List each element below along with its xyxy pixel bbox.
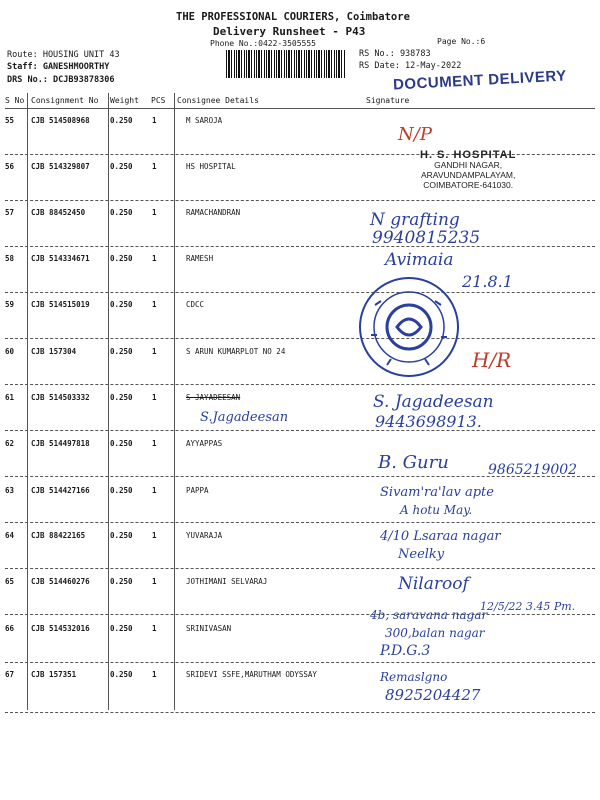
row-divider (5, 568, 595, 569)
stamp-line: GANDHI NAGAR, (434, 160, 503, 170)
weight: 0.250 (110, 486, 133, 495)
row-divider (5, 614, 595, 615)
col-separator (174, 93, 175, 710)
weight: 0.250 (110, 670, 133, 679)
weight: 0.250 (110, 393, 133, 402)
handwriting-signature: 12/5/22 3.45 Pm. (480, 600, 576, 613)
pcs: 1 (152, 254, 157, 263)
pcs: 1 (152, 486, 157, 495)
phone-number: Phone No.:0422-3505555 (210, 39, 316, 48)
col-separator (108, 93, 109, 710)
consignment-no: CJB 157351 (31, 670, 77, 679)
consignment-no: CJB 514460276 (31, 577, 90, 586)
consignment-no: CJB 514334671 (31, 254, 90, 263)
handwriting-signature: S.Jagadeesan (200, 410, 289, 425)
weight: 0.250 (110, 577, 133, 586)
sno: 67 (5, 670, 15, 679)
pcs: 1 (152, 624, 157, 633)
pcs: 1 (152, 116, 157, 125)
handwriting-signature: P.D.G.3 (380, 643, 431, 659)
pcs: 1 (152, 531, 157, 540)
barcode (226, 50, 346, 78)
handwriting-signature: 21.8.1 (462, 272, 513, 291)
consignment-no: CJB 514532016 (31, 624, 90, 633)
handwriting-signature: H/R (472, 348, 512, 372)
sno: 64 (5, 531, 15, 540)
pcs: 1 (152, 670, 157, 679)
row-divider (5, 384, 595, 385)
handwriting-signature: 300,balan nagar (385, 626, 485, 640)
consignee: PAPPA (186, 486, 209, 495)
consignee: JOTHIMANI SELVARAJ (186, 577, 268, 586)
document-delivery-stamp: DOCUMENT DELIVERY (392, 67, 568, 94)
sno: 60 (5, 347, 15, 356)
consignee: CDCC (186, 300, 205, 309)
weight: 0.250 (110, 208, 133, 217)
sno: 61 (5, 393, 15, 402)
sno: 57 (5, 208, 15, 217)
handwriting-signature: Remaslgno (380, 670, 448, 684)
weight: 0.250 (110, 162, 133, 171)
handwriting-signature: B. Guru (378, 452, 449, 473)
consignment-no: CJB 514515019 (31, 300, 90, 309)
sno: 62 (5, 439, 15, 448)
stamp-name: H. S. HOSPITAL (420, 149, 517, 161)
consignee: S JAYADEESAN (186, 393, 241, 402)
runsheet-title: Delivery Runsheet - P43 (213, 25, 366, 38)
handwriting-signature: 9940815235 (372, 228, 481, 248)
handwriting-signature: N/P (398, 124, 432, 145)
row-divider (5, 292, 595, 293)
row-divider (5, 246, 595, 247)
sno: 56 (5, 162, 15, 171)
handwriting-signature: 4b, saravana nagar (370, 608, 488, 622)
hs-hospital-stamp (420, 150, 516, 190)
stamp-line: ARAVUNDAMPALAYAM, (421, 170, 516, 180)
consignee: S ARUN KUMARPLOT NO 24 (186, 347, 286, 356)
sno: 58 (5, 254, 15, 263)
pcs: 1 (152, 162, 157, 171)
pcs: 1 (152, 439, 157, 448)
weight: 0.250 (110, 347, 133, 356)
row-divider (5, 200, 595, 201)
consignment-no: CJB 157304 (31, 347, 77, 356)
handwriting-signature: S. Jagadeesan (373, 392, 494, 412)
rs-number: RS No.: 938783 (359, 49, 431, 59)
consignee: M SAROJA (186, 116, 223, 125)
route-label: Route: HOUSING UNIT 43 (7, 50, 120, 60)
consignment-no: CJB 514329807 (31, 162, 90, 171)
row-divider (5, 338, 595, 339)
sno: 66 (5, 624, 15, 633)
weight: 0.250 (110, 531, 133, 540)
consignment-no: CJB 514503332 (31, 393, 90, 402)
row-divider (5, 662, 595, 663)
consignee: SRINIVASAN (186, 624, 232, 633)
col-consignee: Consignee Details (177, 96, 259, 105)
sno: 55 (5, 116, 15, 125)
consignee: RAMACHANDRAN (186, 208, 241, 217)
consignee: HS HOSPITAL (186, 162, 236, 171)
consignee: RAMESH (186, 254, 214, 263)
consignment-no: CJB 88422165 (31, 531, 86, 540)
handwriting-signature: A hotu May. (400, 503, 473, 517)
round-seal-stamp (357, 275, 461, 379)
weight: 0.250 (110, 439, 133, 448)
pcs: 1 (152, 393, 157, 402)
handwriting-signature: Nilaroof (398, 574, 469, 594)
consignee: AYYAPPAS (186, 439, 223, 448)
sno: 59 (5, 300, 15, 309)
consignment-no: CJB 514508968 (31, 116, 90, 125)
handwriting-signature: N grafting (370, 210, 460, 230)
handwriting-signature: 8925204427 (385, 686, 481, 704)
rs-date: RS Date: 12-May-2022 (359, 61, 462, 71)
col-pcs: PCS (151, 96, 166, 105)
row-divider (5, 430, 595, 431)
row-divider (5, 712, 595, 713)
weight: 0.250 (110, 116, 133, 125)
pcs: 1 (152, 300, 157, 309)
sno: 65 (5, 577, 15, 586)
consignment-no: CJB 514497818 (31, 439, 90, 448)
page-number: Page No.:6 (437, 37, 486, 46)
weight: 0.250 (110, 300, 133, 309)
drs-label: DRS No.: DCJB93878306 (7, 75, 115, 85)
col-sno: S No (5, 96, 25, 105)
company-title: THE PROFESSIONAL COURIERS, Coimbatore (176, 11, 410, 23)
handwriting-signature: 4/10 Lsaraa nagar (380, 529, 501, 544)
consignee: YUVARAJA (186, 531, 223, 540)
handwriting-signature: Sivam'ra'lav apte (380, 485, 494, 500)
weight: 0.250 (110, 254, 133, 263)
handwriting-signature: Neelky (398, 547, 445, 562)
consignment-no: CJB 514427166 (31, 486, 90, 495)
handwriting-signature: Avimaia (385, 250, 454, 270)
sno: 63 (5, 486, 15, 495)
header-divider (5, 108, 595, 109)
staff-label: Staff: GANESHMOORTHY (7, 62, 110, 72)
col-weight: Weight (110, 96, 139, 105)
consignee: SRIDEVI SSFE,MARUTHAM ODYSSAY (186, 670, 317, 679)
stamp-line: COIMBATORE-641030. (423, 180, 514, 190)
col-separator (27, 93, 28, 710)
col-signature: Signature (366, 96, 410, 105)
handwriting-signature: 9443698913. (375, 412, 482, 431)
pcs: 1 (152, 208, 157, 217)
pcs: 1 (152, 347, 157, 356)
col-consignment: Consignment No (31, 96, 99, 105)
row-divider (5, 522, 595, 523)
handwriting-signature: 9865219002 (488, 462, 578, 478)
weight: 0.250 (110, 624, 133, 633)
consignment-no: CJB 88452450 (31, 208, 86, 217)
pcs: 1 (152, 577, 157, 586)
